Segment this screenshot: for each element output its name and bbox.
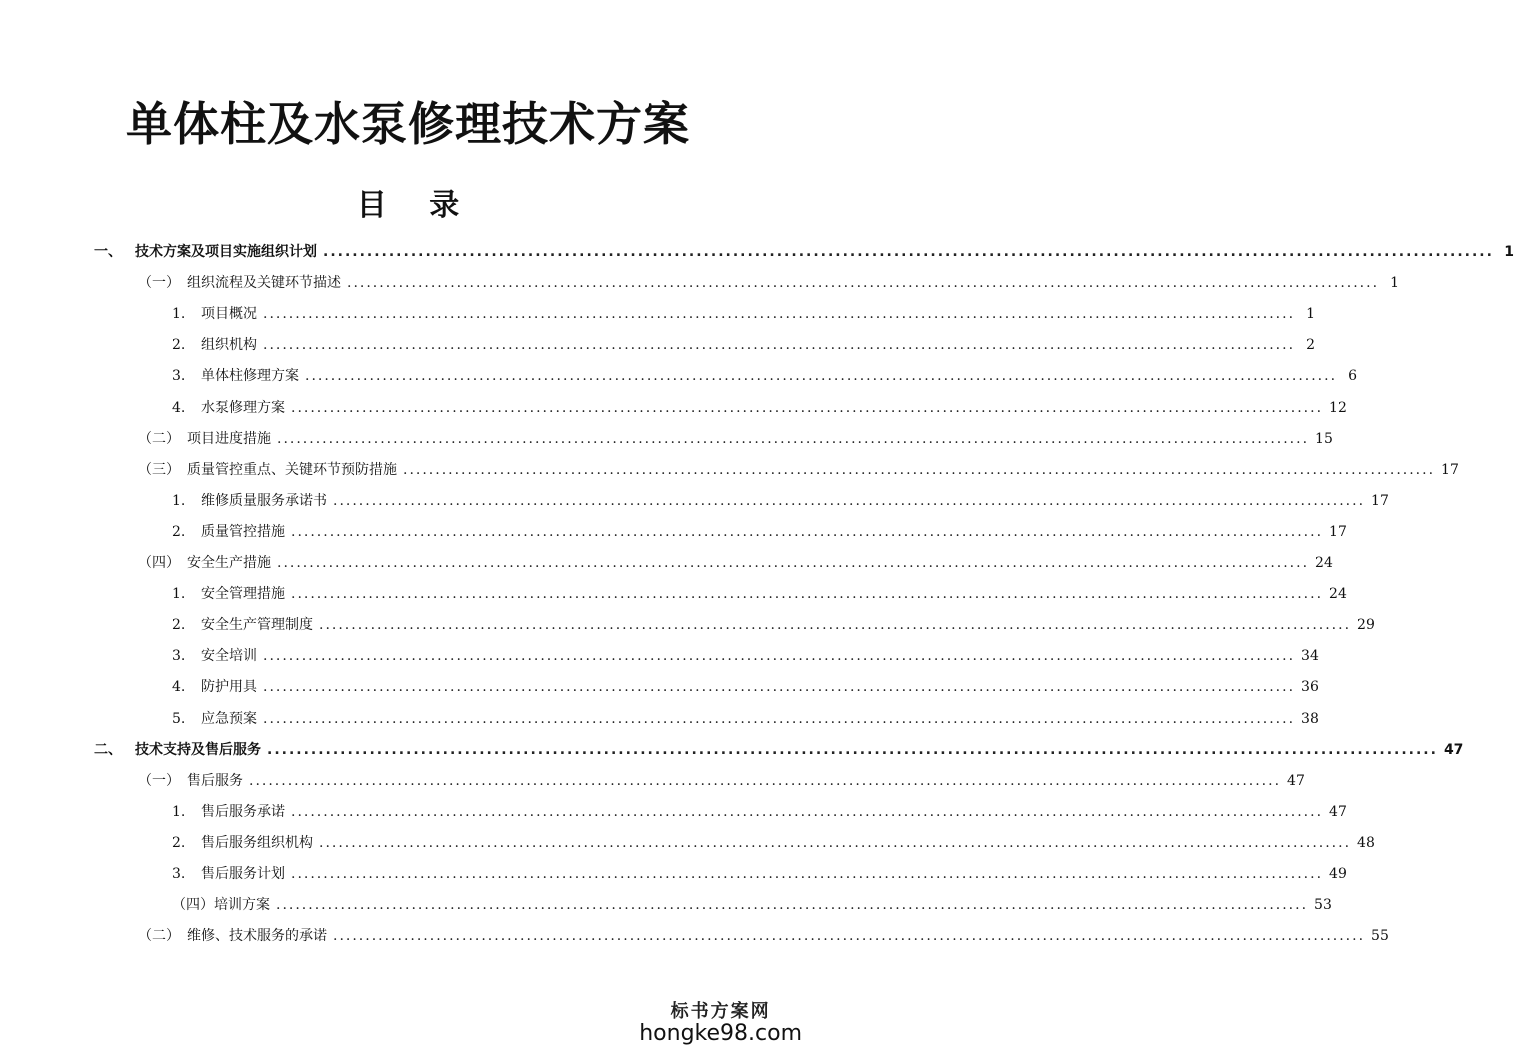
- toc-entry[interactable]: [172, 613, 1375, 637]
- toc-entry-number: 二、: [94, 741, 122, 758]
- toc-entry[interactable]: [172, 800, 1347, 824]
- toc-entry-title: 质量管控重点、关键环节预防措施: [187, 461, 397, 478]
- toc-leader-dots: ................................................................................................................................................................: [277, 430, 1310, 447]
- toc-entry-page: 17: [1441, 461, 1459, 478]
- toc-entry-number: （二）: [138, 928, 180, 945]
- toc-entry-page: 47: [1329, 803, 1347, 820]
- toc-entry-number: 2.: [172, 834, 186, 851]
- toc-leader-dots: ................................................................................................................................................................: [276, 897, 1309, 914]
- toc-entry-title: 项目进度措施: [187, 430, 271, 447]
- toc-leader-dots: ................................................................................................................................................................: [305, 368, 1338, 385]
- watermark: [639, 997, 802, 1046]
- toc-entry-number: （一）: [138, 275, 180, 292]
- toc-entry-number: 一、: [94, 244, 122, 260]
- toc-entry[interactable]: [172, 707, 1319, 731]
- toc-entry-number: 3.: [172, 368, 186, 385]
- toc-leader-dots: ................................................................................................................................................................: [347, 275, 1380, 292]
- toc-leader-dots: ................................................................................................................................................................: [333, 492, 1366, 509]
- toc-entry-number: 3.: [172, 866, 186, 882]
- toc-leader-dots: ................................................................................................................................................................: [291, 866, 1324, 882]
- toc-leader-dots: ................................................................................................................................................................: [319, 834, 1352, 851]
- toc-entry[interactable]: [94, 240, 1514, 264]
- toc-leader-dots: ................................................................................................................................................................: [249, 772, 1282, 789]
- toc-entry-title: 单体柱修理方案: [201, 368, 299, 385]
- toc-entry[interactable]: [172, 582, 1347, 606]
- toc-entry-page: 55: [1371, 928, 1389, 945]
- toc-entry-page: 2: [1306, 337, 1316, 354]
- toc-leader-dots: ................................................................................................................................................................: [291, 399, 1324, 416]
- toc-entry-title: 售后服务组织机构: [201, 834, 313, 851]
- toc-entry[interactable]: [172, 396, 1347, 420]
- toc-entry-page: 15: [1315, 430, 1333, 447]
- toc-entry-number: 1.: [172, 803, 186, 820]
- toc-entry-title: 维修质量服务承诺书: [201, 492, 327, 509]
- toc-entry-title: 项目概况: [201, 306, 257, 323]
- toc-entry[interactable]: [172, 644, 1319, 668]
- toc-entry-title: 售后服务: [187, 772, 243, 789]
- watermark-site-name: 标书方案网: [670, 1001, 771, 1022]
- toc-leader-dots: ................................................................................................................................................................: [291, 803, 1324, 820]
- toc-entry-title: 安全管理措施: [201, 586, 285, 603]
- toc-entry-page: 1: [1306, 306, 1316, 323]
- toc-entry-number: （四）: [138, 555, 180, 571]
- toc-leader-dots: ................................................................................................................................................................: [267, 741, 1438, 758]
- toc-entry-title: 水泵修理方案: [201, 399, 285, 416]
- toc-leader-dots: ................................................................................................................................................................: [263, 306, 1296, 323]
- toc-entry-page: 29: [1357, 617, 1375, 634]
- toc-entry-page: 1: [1390, 275, 1400, 292]
- toc-entry-title: 安全生产措施: [187, 555, 271, 571]
- toc-heading: 目 录: [356, 188, 476, 223]
- toc-entry-number: 3.: [172, 648, 186, 665]
- toc-leader-dots: ................................................................................................................................................................: [319, 617, 1352, 634]
- toc-entry-title: 质量管控措施: [201, 523, 285, 540]
- toc-entry-page: 1: [1504, 244, 1514, 260]
- toc-entry-title: 维修、技术服务的承诺: [187, 928, 327, 945]
- toc-entry[interactable]: [94, 738, 1464, 762]
- toc-entry-page: 49: [1329, 866, 1347, 882]
- toc-entry-number: 4.: [172, 679, 186, 696]
- toc-leader-dots: ................................................................................................................................................................: [291, 586, 1324, 603]
- toc-entry[interactable]: [172, 862, 1347, 886]
- toc-entry[interactable]: [172, 831, 1375, 855]
- toc-entry-page: 47: [1287, 772, 1305, 789]
- toc-leader-dots: ................................................................................................................................................................: [277, 555, 1310, 571]
- toc-entry-title: 售后服务承诺: [201, 803, 285, 820]
- toc-entry-title: 安全培训: [201, 648, 257, 665]
- toc-leader-dots: ................................................................................................................................................................: [403, 461, 1436, 478]
- toc-leader-dots: ................................................................................................................................................................: [323, 244, 1494, 260]
- toc-entry[interactable]: [138, 924, 1389, 948]
- toc-entry-number: （二）: [138, 430, 180, 447]
- toc-entry-page: 17: [1329, 523, 1347, 540]
- toc-entry-page: 47: [1443, 741, 1464, 758]
- toc-entry-page: 53: [1314, 897, 1332, 914]
- toc-entry[interactable]: [172, 302, 1316, 326]
- toc-entry-title: 应急预案: [201, 710, 257, 727]
- toc-entry-title: 组织流程及关键环节描述: [187, 275, 341, 292]
- toc-entry[interactable]: [172, 364, 1358, 388]
- toc-entry[interactable]: [138, 769, 1305, 793]
- toc-entry-page: 24: [1315, 555, 1333, 571]
- toc-entry-page: 34: [1301, 648, 1319, 665]
- toc-entry-number: 2.: [172, 337, 186, 354]
- toc-entry-page: 24: [1329, 586, 1347, 603]
- toc-entry-title: 培训方案: [214, 897, 270, 914]
- toc-entry-page: 36: [1301, 679, 1319, 696]
- toc-entry-number: 1.: [172, 306, 186, 323]
- toc-entry-title: 安全生产管理制度: [201, 617, 313, 634]
- toc-leader-dots: ................................................................................................................................................................: [263, 337, 1296, 354]
- toc-entry-page: 17: [1371, 492, 1389, 509]
- toc-leader-dots: ................................................................................................................................................................: [263, 648, 1296, 665]
- toc-entry-number: （四）: [172, 897, 214, 914]
- toc-entry-page: 12: [1329, 399, 1347, 416]
- toc-leader-dots: ................................................................................................................................................................: [263, 710, 1296, 727]
- toc-entry-title: 售后服务计划: [201, 866, 285, 882]
- toc-entry[interactable]: [172, 333, 1316, 357]
- toc-entry-page: 48: [1357, 834, 1375, 851]
- toc-entry-title: 技术方案及项目实施组织计划: [135, 244, 317, 260]
- toc-entry[interactable]: [172, 675, 1319, 699]
- toc-entry[interactable]: [138, 427, 1333, 451]
- toc-entry[interactable]: [172, 489, 1389, 513]
- toc-entry-number: 1.: [172, 492, 186, 509]
- toc-entry-title: 组织机构: [201, 337, 257, 354]
- toc-entry[interactable]: [138, 551, 1333, 575]
- toc-entry-number: 5.: [172, 710, 186, 727]
- toc-entry-number: （三）: [138, 461, 180, 478]
- toc-entry-number: 4.: [172, 399, 186, 416]
- toc-leader-dots: ................................................................................................................................................................: [291, 523, 1324, 540]
- toc-entry[interactable]: [172, 520, 1347, 544]
- toc-entry-title: 防护用具: [201, 679, 257, 696]
- toc-entry-page: 6: [1348, 368, 1358, 385]
- toc-leader-dots: ................................................................................................................................................................: [263, 679, 1296, 696]
- document-title: 单体柱及水泵修理技术方案: [126, 97, 690, 151]
- toc-entry-number: 1.: [172, 586, 186, 603]
- toc-entry[interactable]: [138, 271, 1400, 295]
- toc-entry-number: 2.: [172, 523, 186, 540]
- toc-entry-title: 技术支持及售后服务: [135, 741, 261, 758]
- toc-entry-number: （一）: [138, 772, 180, 789]
- toc-entry[interactable]: [138, 458, 1459, 482]
- watermark-url: hongke98.com: [639, 1021, 802, 1046]
- toc-entry-page: 38: [1301, 710, 1319, 727]
- toc-entry-number: 2.: [172, 617, 186, 634]
- toc-leader-dots: ................................................................................................................................................................: [333, 928, 1366, 945]
- toc-entry[interactable]: [172, 893, 1332, 917]
